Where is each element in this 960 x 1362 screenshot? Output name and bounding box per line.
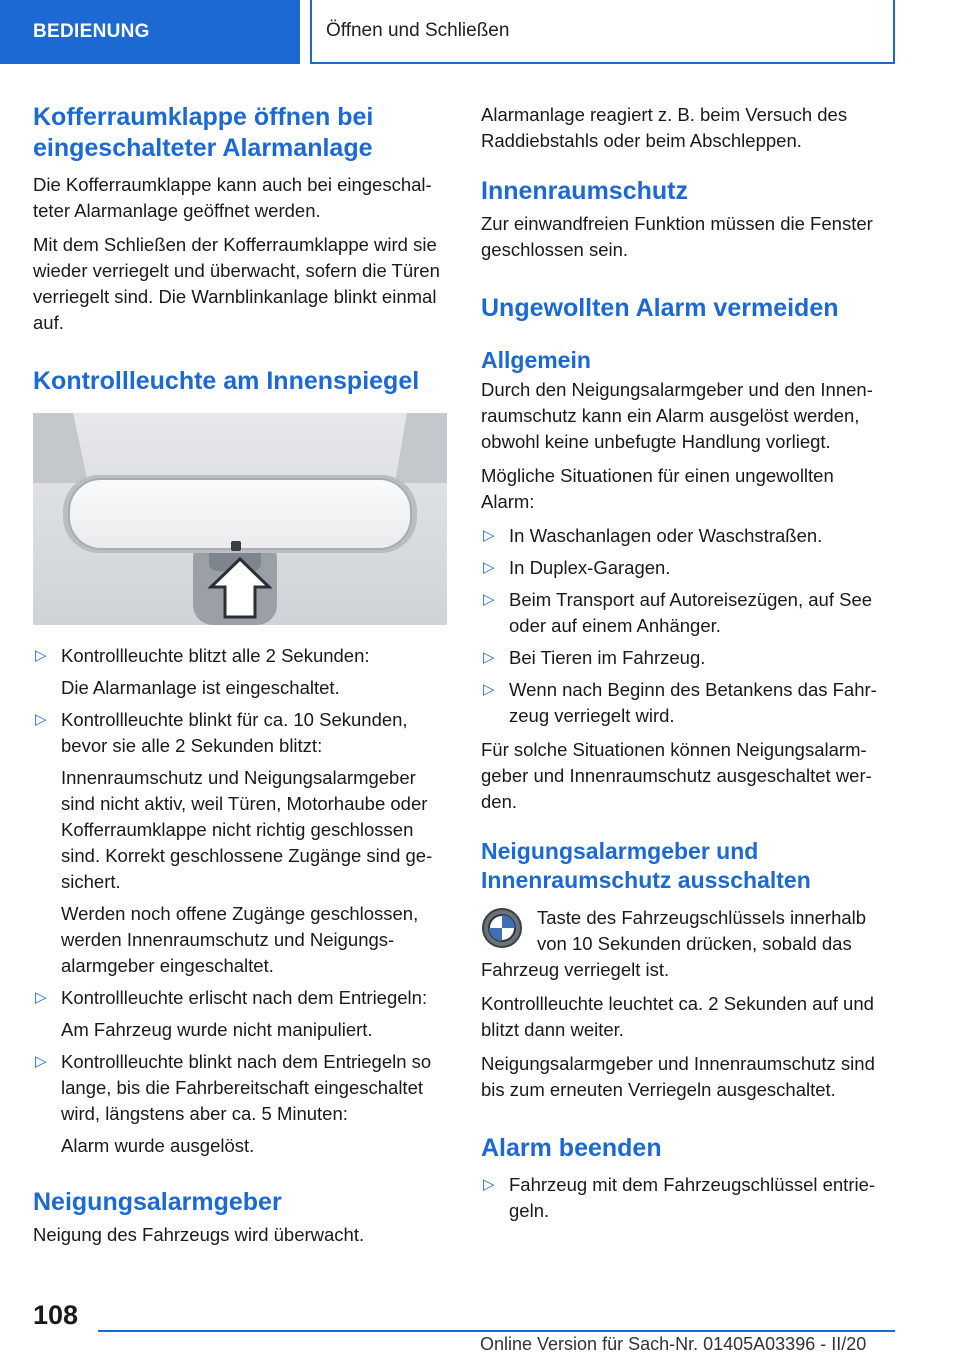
triangle-right-icon: ▷ [35,711,47,728]
triangle-right-icon: ▷ [35,989,47,1006]
right-column [481,102,891,1230]
key-instruction [481,905,891,983]
list-item-text: Beim Transport auf Autoreisezügen, auf See oder auf einem Anhänger. [509,589,873,636]
list-item-subtext: Die Alarmanlage ist eingeschaltet. [61,677,340,698]
heading-general: Allgemein [481,347,591,373]
list-item-text: In Duplex-Garagen. [509,557,671,578]
heading-switch-off: Neigungsalarmgeber und Innenraumschutz ausschalten [481,838,811,893]
list-item [481,555,891,581]
heading-tilt-sensor: Neigungsalarmgeber [33,1188,282,1216]
list-item-text: Kontrollleuchte blitzt alle 2 Sekunden: [61,645,370,666]
end-alarm-bullets [481,1172,891,1224]
page-number: 108 [33,1300,79,1330]
paragraph: Für solche Situationen können Neigungsalarmgeber und Innenraumschutz ausgeschaltet werden. [481,739,872,812]
triangle-right-icon: ▷ [483,591,495,608]
list-item [33,1049,447,1159]
list-item [481,677,891,729]
list-item-subtext: Am Fahrzeug wurde nicht manipuliert. [61,1019,373,1040]
list-item-text: Fahrzeug mit dem Fahrzeugschlüssel entriegeln. [509,1174,876,1221]
triangle-right-icon: ▷ [35,1053,47,1070]
triangle-right-icon: ▷ [483,527,495,544]
list-item [481,1172,891,1224]
list-item-text: Kontrollleuchte blinkt nach dem Entriegeln so lange, bis die Fahrbereitschaft eingeschaltet wird, längstens aber ca. 5 Minuten: [61,1051,432,1124]
paragraph: Taste des Fahrzeugschlüssels innerhalb von 10 Sekunden drücken, sobald das Fahrzeug verriegelt ist. [481,907,867,980]
paragraph: Neigung des Fahrzeugs wird überwacht. [33,1224,365,1245]
paragraph: Die Kofferraumklappe kann auch bei eingeschalteter Alarmanlage geöffnet werden. [33,174,432,221]
list-item-text: In Waschanlagen oder Waschstraßen. [509,525,823,546]
list-item-text: Wenn nach Beginn des Betankens das Fahrzeug verriegelt wird. [509,679,877,726]
heading-avoid-alarm: Ungewollten Alarm vermeiden [481,294,839,322]
rearview-mirror-image [33,413,447,625]
paragraph: Mögliche Situationen für einen ungewollten Alarm: [481,465,834,512]
paragraph: Zur einwandfreien Funktion müssen die Fenster geschlossen sein. [481,213,873,260]
bmw-key-button-icon [481,907,523,949]
chapter-title: Öffnen und Schließen [326,20,510,41]
list-item [33,707,447,979]
list-item-subtext: Innenraumschutz und Neigungsalarmgeber sind nicht aktiv, weil Türen, Motorhaube oder Kofferraumklappe nicht richtig geschlossen sind. Korrekt geschlossene Zugänge sind gesichert. [61,767,433,892]
list-item-text: Kontrollleuchte blinkt für ca. 10 Sekunden, bevor sie alle 2 Sekunden blitzt: [61,709,408,756]
section-tab [0,0,300,64]
paragraph: Durch den Neigungsalarmgeber und den Innenraumschutz kann ein Alarm ausgelöst werden, obwohl keine unbefugte Handlung vorliegt. [481,379,873,452]
section-title: BEDIENUNG [33,21,150,42]
footer-rule [98,1330,895,1332]
heading-interior-protection: Innenraumschutz [481,177,688,205]
triangle-right-icon: ▷ [483,681,495,698]
triangle-right-icon: ▷ [483,649,495,666]
list-item-subtext: Werden noch offene Zugänge geschlossen, werden Innenraumschutz und Neigungsalarmgeber eingeschaltet. [61,903,419,976]
heading-indicator-light: Kontrollleuchte am Innenspiegel [33,367,420,395]
paragraph: Neigungsalarmgeber und Innenraumschutz sind bis zum erneuten Verriegeln ausgeschaltet. [481,1053,875,1100]
list-item-subtext: Alarm wurde ausgelöst. [61,1135,255,1156]
paragraph: Alarmanlage reagiert z. B. beim Versuch des Raddiebstahls oder beim Abschleppen. [481,104,848,151]
list-item [481,523,891,549]
triangle-right-icon: ▷ [483,1176,495,1193]
heading-end-alarm: Alarm beenden [481,1134,662,1162]
heading-trunk-alarm: Kofferraumklappe öffnen bei eingeschalteter Alarmanlage [33,103,374,162]
indicator-bullets [33,643,447,1159]
list-item-text: Kontrollleuchte erlischt nach dem Entriegeln: [61,987,428,1008]
triangle-right-icon: ▷ [483,559,495,576]
online-version-note: Online Version für Sach-Nr. 01405A03396 - II/20 [480,1334,867,1354]
chapter-header [310,0,895,64]
list-item [481,587,891,639]
list-item [481,645,891,671]
triangle-right-icon: ▷ [35,647,47,664]
list-item [33,643,447,701]
mirror-illustration [33,413,447,625]
list-item [33,985,447,1043]
list-item-text: Bei Tieren im Fahrzeug. [509,647,706,668]
left-column [33,102,447,1248]
situation-bullets [481,523,891,729]
paragraph: Mit dem Schließen der Kofferraumklappe wird sie wieder verriegelt und überwacht, sofern die Türen verriegelt sind. Die Warnblinkanlage blinkt einmal auf. [33,234,440,333]
paragraph: Kontrollleuchte leuchtet ca. 2 Sekunden auf und blitzt dann weiter. [481,993,874,1040]
